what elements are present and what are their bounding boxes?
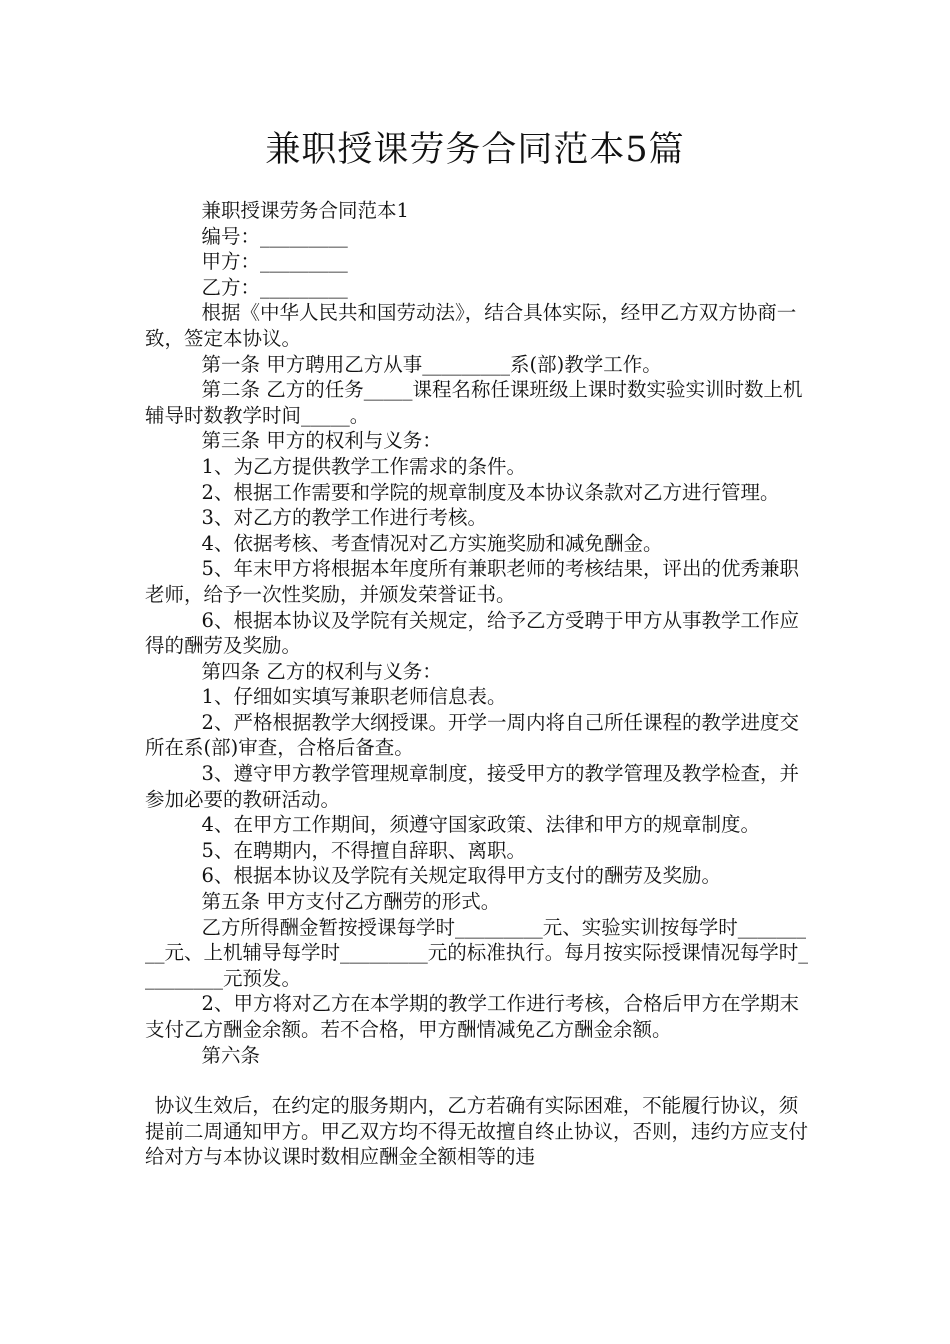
contract-number-line: 编号：_________ (201, 224, 348, 248)
preamble-paragraph: 根据《中华人民共和国劳动法》，结合具体实际，经甲乙方双方协商一致，签定本协议。 (145, 301, 797, 350)
article-5-heading: 第五条 甲方支付乙方酬劳的形式。 (201, 890, 501, 914)
article-3-item-4: 4、依据考核、考查情况对乙方实施奖励和减免酬金。 (201, 531, 663, 555)
article-4-item-4: 4、在甲方工作期间，须遵守国家政策、法律和甲方的规章制度。 (201, 813, 760, 837)
article-4-item-5: 5、在聘期内，不得擅自辞职、离职。 (201, 838, 526, 862)
article-3-item-6: 6、根据本协议及学院有关规定，给予乙方受聘于甲方从事教学工作应得的酬劳及奖励。 (145, 608, 799, 658)
closing-paragraph: 协议生效后，在约定的服务期内，乙方若确有实际困难，不能履行协议，须提前二周通知甲方。甲乙双方均不得无故擅自终止协议，否则，违约方应支付给对方与本协议课时数相应酬金全额相等的违 (145, 1094, 809, 1169)
article-1: 第一条 甲方聘用乙方从事_________系(部)教学工作。 (201, 352, 662, 376)
section-heading: 兼职授课劳务合同范本1 (201, 199, 409, 222)
article-4-item-2: 2、严格根据教学大纲授课。开学一周内将自己所任课程的教学进度交所在系(部)审查，合格后备查。 (145, 710, 799, 760)
article-3-item-5: 5、年末甲方将根据本年度所有兼职老师的考核结果，评出的优秀兼职老师，给予一次性奖励，并颁发荣誉证书。 (145, 557, 799, 606)
article-4-heading: 第四条 乙方的权利与义务： (201, 659, 442, 683)
article-6-heading: 第六条 (201, 1043, 261, 1067)
article-4-item-3: 3、遵守甲方教学管理规章制度，接受甲方的教学管理及教学检查，并参加必要的教研活动。 (145, 762, 799, 811)
article-3-item-2: 2、根据工作需要和学院的规章制度及本协议条款对乙方进行管理。 (201, 480, 780, 504)
article-2: 第二条 乙方的任务_____课程名称任课班级上课时数实验实训时数上机辅导时数教学时间_____。 (145, 378, 803, 427)
article-5-item-2: 2、甲方将对乙方在本学期的教学工作进行考核，合格后甲方在学期末支付乙方酬金余额。若不合格，甲方酬情减免乙方酬金余额。 (145, 992, 799, 1041)
party-a-line: 甲方：_________ (201, 250, 348, 274)
article-5-item-1: 乙方所得酬金暂按授课每学时_________元、实验实训按每学时_________元、上机辅导每学时_________元的标准执行。每月按实际授课情况每学时_________元预发。 (145, 915, 809, 990)
party-b-line: 乙方：_________ (201, 275, 348, 299)
article-4-item-6: 6、根据本协议及学院有关规定取得甲方支付的酬劳及奖励。 (201, 864, 721, 888)
document-body (145, 198, 810, 1170)
document-title: 兼职授课劳务合同范本5篇 (265, 130, 685, 170)
article-3-item-1: 1、为乙方提供教学工作需求的条件。 (201, 454, 526, 478)
article-4-item-1: 1、仔细如实填写兼职老师信息表。 (201, 685, 507, 709)
article-3-heading: 第三条 甲方的权利与义务： (201, 429, 442, 453)
article-3-item-3: 3、对乙方的教学工作进行考核。 (201, 506, 487, 530)
